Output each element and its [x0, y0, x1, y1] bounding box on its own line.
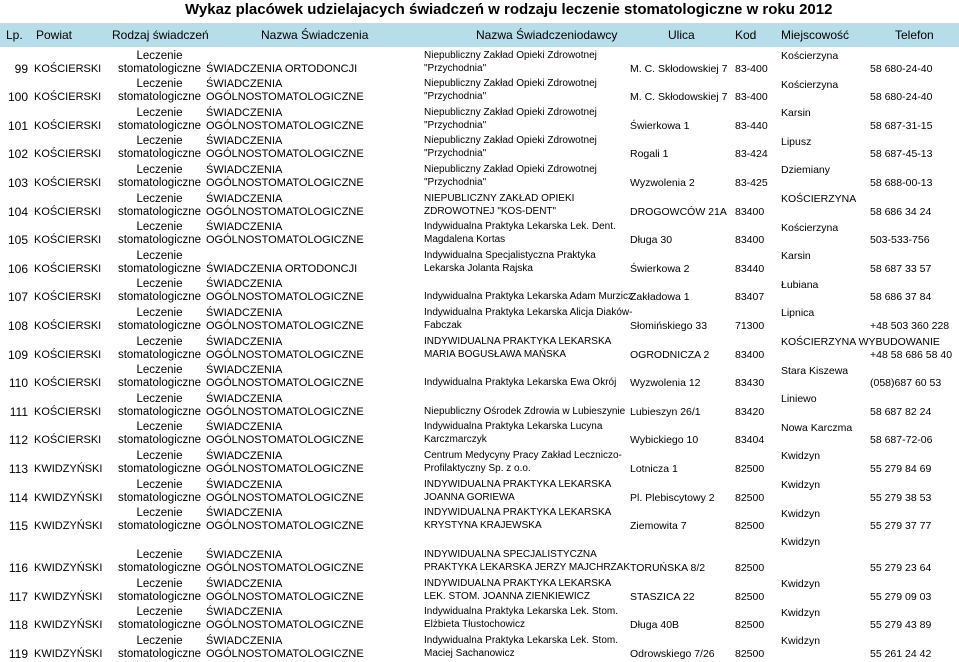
cell-lp: 99 — [14, 61, 28, 76]
header-powiat: Powiat — [36, 28, 73, 42]
cell-miejscowosc: Kwidzyn — [781, 478, 821, 491]
table-row — [0, 605, 959, 634]
cell-telefon: +48 503 360 228 — [870, 319, 950, 332]
cell-ulica: Słomińskiego 33 — [630, 319, 708, 332]
cell-kod: 83440 — [735, 262, 765, 275]
cell-swiadczeniodawca: INDYWIDUALNA PRAKTYKA LEKARSKA JOANNA GORIEWA — [424, 478, 611, 503]
cell-telefon: 58 687 82 24 — [870, 405, 932, 418]
cell-rodzaj: Leczenie stomatologiczne — [117, 421, 202, 447]
cell-telefon: +48 58 686 58 40 — [870, 348, 953, 361]
cell-powiat: KWIDZYŃSKI — [34, 647, 103, 660]
cell-miejscowosc: Liniewo — [781, 393, 817, 406]
cell-miejscowosc: Kwidzyn — [781, 507, 821, 520]
cell-ulica: DROGOWCÓW 21A — [630, 205, 727, 218]
cell-kod: 83-424 — [735, 148, 768, 161]
cell-rodzaj: Leczenie stomatologiczne — [117, 549, 202, 575]
cell-rodzaj: Leczenie stomatologiczne — [117, 449, 202, 475]
cell-powiat: KOŚCIERSKI — [34, 348, 102, 361]
cell-powiat: KOŚCIERSKI — [34, 291, 102, 304]
cell-kod: 82500 — [735, 491, 765, 504]
cell-telefon: 55 279 23 64 — [870, 562, 932, 575]
cell-lp: 108 — [7, 318, 28, 333]
cell-swiadczeniodawca: Niepubliczny Zakład Opieki Zdrowotnej "Przychodnia" — [424, 49, 597, 74]
cell-kod: 83400 — [735, 234, 765, 247]
cell-telefon: 55 261 24 42 — [870, 647, 932, 660]
cell-kod: 82500 — [735, 619, 765, 632]
cell-swiadczeniodawca: Indywidualna Praktyka Lekarska Lucyna Karczmarczyk — [424, 421, 603, 446]
cell-rodzaj: Leczenie stomatologiczne — [117, 392, 202, 418]
cell-ulica: TORUŃSKA 8/2 — [630, 562, 706, 575]
cell-powiat: KWIDZYŃSKI — [34, 462, 103, 475]
cell-swiadczeniodawca: INDYWIDUALNA SPECJALISTYCZNA PRAKTYKA LEKARSKA JERZY MAJCHRZAK — [424, 549, 630, 574]
cell-ulica: Rogali 1 — [630, 148, 669, 161]
cell-nazwa: ŚWIADCZENIA ORTODONCJI — [206, 62, 358, 75]
cell-nazwa: ŚWIADCZENIA OGÓLNOSTOMATOLOGICZNE — [206, 192, 364, 218]
table-row — [0, 633, 959, 662]
table-row — [0, 248, 959, 277]
cell-nazwa: ŚWIADCZENIA OGÓLNOSTOMATOLOGICZNE — [206, 478, 364, 504]
cell-nazwa: ŚWIADCZENIA OGÓLNOSTOMATOLOGICZNE — [206, 78, 364, 104]
cell-swiadczeniodawca: Niepubliczny Zakład Opieki Zdrowotnej "Przychodnia" — [424, 135, 597, 160]
cell-powiat: KOŚCIERSKI — [34, 434, 102, 447]
cell-telefon: 58 686 37 84 — [870, 291, 932, 304]
cell-telefon: 58 687 33 57 — [870, 262, 932, 275]
header-miejscowosc: Miejscowość — [781, 28, 850, 42]
cell-miejscowosc: KOŚCIERZYNA WYBUDOWANIE — [781, 335, 940, 348]
cell-kod: 83407 — [735, 291, 765, 304]
cell-telefon: 503-533-756 — [870, 234, 930, 247]
table-row — [0, 534, 959, 576]
cell-nazwa: ŚWIADCZENIA OGÓLNOSTOMATOLOGICZNE — [206, 364, 364, 390]
cell-miejscowosc: Kwidzyn — [781, 606, 821, 619]
cell-rodzaj: Leczenie stomatologiczne — [117, 278, 202, 304]
cell-lp: 111 — [9, 404, 28, 419]
cell-swiadczeniodawca: INDYWIDUALNA PRAKTYKA LEKARSKA KRYSTYNA KRAJEWSKA — [424, 507, 611, 532]
header-swiadczeniodawca: Nazwa Świadczeniodawcy — [476, 28, 618, 42]
cell-powiat: KOŚCIERSKI — [34, 262, 102, 275]
cell-ulica: Długa 30 — [630, 234, 673, 247]
cell-telefon: 58 687-31-15 — [870, 119, 933, 132]
cell-rodzaj: Leczenie stomatologiczne — [117, 249, 202, 275]
cell-nazwa: ŚWIADCZENIA OGÓLNOSTOMATOLOGICZNE — [206, 606, 364, 632]
cell-lp: 110 — [8, 376, 28, 391]
cell-rodzaj: Leczenie stomatologiczne — [117, 78, 202, 104]
cell-telefon: 55 279 84 69 — [870, 462, 932, 475]
cell-ulica: Długa 40B — [630, 619, 680, 632]
cell-rodzaj: Leczenie stomatologiczne — [117, 507, 202, 533]
cell-miejscowosc: Dziemiany — [781, 164, 831, 177]
table-row — [0, 162, 959, 191]
table-row — [0, 448, 959, 477]
cell-miejscowosc: Lipnica — [781, 307, 815, 320]
cell-kod: 83400 — [735, 205, 765, 218]
cell-swiadczeniodawca: Centrum Medycyny Pracy Zakład Leczniczo-Profilaktyczny Sp. z o.o. — [424, 449, 622, 474]
cell-rodzaj: Leczenie stomatologiczne — [117, 106, 202, 132]
cell-miejscowosc: KOŚCIERZYNA — [781, 192, 857, 205]
cell-telefon: 58 687-45-13 — [870, 148, 933, 161]
cell-lp: 112 — [8, 433, 28, 448]
cell-swiadczeniodawca: Indywidualna Praktyka Lekarska Lek. Dent. Magdalena Kortas — [424, 221, 616, 246]
cell-telefon: (058)687 60 53 — [870, 377, 942, 390]
cell-lp: 105 — [7, 233, 28, 248]
table-row — [0, 391, 959, 420]
cell-kod: 82500 — [735, 647, 765, 660]
cell-lp: 115 — [8, 519, 28, 534]
cell-swiadczeniodawca: INDYWIDUALNA PRAKTYKA LEKARSKA LEK. STOM. JOANNA ZIENKIEWICZ — [424, 577, 611, 602]
cell-nazwa: ŚWIADCZENIA OGÓLNOSTOMATOLOGICZNE — [206, 335, 364, 361]
cell-swiadczeniodawca: NIEPUBLICZNY ZAKŁAD OPIEKI ZDROWOTNEJ "KOS-DENT" — [424, 192, 575, 217]
cell-miejscowosc: Kwidzyn — [781, 635, 821, 648]
cell-powiat: KOŚCIERSKI — [34, 405, 102, 418]
cell-kod: 82500 — [735, 590, 765, 603]
cell-rodzaj: Leczenie stomatologiczne — [117, 364, 202, 390]
cell-ulica: Lotnicza 1 — [630, 462, 678, 475]
cell-miejscowosc: Karsin — [781, 250, 811, 263]
cell-lp: 101 — [7, 118, 28, 133]
cell-powiat: KOŚCIERSKI — [34, 234, 102, 247]
cell-kod: 83-440 — [735, 119, 768, 132]
cell-rodzaj: Leczenie stomatologiczne — [117, 577, 202, 603]
cell-lp: 117 — [8, 589, 28, 604]
cell-lp: 119 — [8, 646, 28, 661]
cell-telefon: 58 688-00-13 — [870, 176, 933, 189]
cell-ulica: OGRODNICZA 2 — [630, 348, 710, 361]
cell-lp: 113 — [8, 461, 28, 476]
cell-swiadczeniodawca: Niepubliczny Ośrodek Zdrowia w Lubieszynie — [424, 405, 626, 417]
cell-miejscowosc: Kościerzyna — [781, 78, 839, 91]
cell-powiat: KWIDZYŃSKI — [34, 590, 103, 603]
table-row — [0, 576, 959, 605]
cell-kod: 83430 — [735, 377, 765, 390]
header-rodzaj: Rodzaj świadczeń — [112, 28, 209, 42]
cell-kod: 83-400 — [735, 62, 768, 75]
cell-swiadczeniodawca: Niepubliczny Zakład Opieki Zdrowotnej "Przychodnia" — [424, 163, 597, 188]
cell-miejscowosc: Kościerzyna — [781, 50, 839, 62]
cell-telefon: 55 279 43 89 — [870, 619, 932, 632]
cell-powiat: KOŚCIERSKI — [34, 119, 102, 132]
cell-telefon: 58 680-24-40 — [870, 62, 933, 75]
cell-rodzaj: Leczenie stomatologiczne — [117, 221, 202, 247]
cell-nazwa: ŚWIADCZENIA OGÓLNOSTOMATOLOGICZNE — [206, 577, 364, 603]
cell-ulica: Lubieszyn 26/1 — [630, 405, 701, 418]
cell-lp: 109 — [7, 347, 28, 362]
cell-kod: 82500 — [735, 562, 765, 575]
header-nazwa: Nazwa Świadczenia — [261, 28, 369, 42]
cell-swiadczeniodawca: Niepubliczny Zakład Opieki Zdrowotnej "Przychodnia" — [424, 106, 597, 131]
cell-ulica: Ziemowita 7 — [630, 520, 687, 533]
cell-lp: 103 — [7, 175, 28, 190]
cell-swiadczeniodawca: Indywidualna Specjalistyczna Praktyka Lekarska Jolanta Rajska — [424, 249, 596, 274]
cell-powiat: KOŚCIERSKI — [34, 377, 102, 390]
table-header — [0, 23, 959, 47]
cell-miejscowosc: Kościerzyna — [781, 221, 839, 234]
cell-nazwa: ŚWIADCZENIA OGÓLNOSTOMATOLOGICZNE — [206, 135, 364, 161]
cell-ulica: Wybickiego 10 — [630, 434, 699, 447]
cell-powiat: KWIDZYŃSKI — [34, 491, 103, 504]
cell-kod: 83-425 — [735, 176, 768, 189]
cell-rodzaj: Leczenie stomatologiczne — [117, 163, 202, 189]
cell-nazwa: ŚWIADCZENIA OGÓLNOSTOMATOLOGICZNE — [206, 449, 364, 475]
cell-rodzaj: Leczenie stomatologiczne — [117, 634, 202, 660]
cell-nazwa: ŚWIADCZENIA OGÓLNOSTOMATOLOGICZNE — [206, 549, 364, 575]
cell-rodzaj: Leczenie stomatologiczne — [117, 606, 202, 632]
page-title: Wykaz placówek udzielajacych świadczeń w rodzaju leczenie stomatologiczne w roku 2012 — [185, 1, 833, 18]
cell-powiat: KWIDZYŃSKI — [34, 619, 103, 632]
cell-ulica: Zakładowa 1 — [630, 291, 690, 304]
header-kod: Kod — [735, 28, 757, 42]
cell-powiat: KOŚCIERSKI — [34, 91, 102, 104]
header-ulica: Ulica — [668, 28, 695, 42]
cell-miejscowosc: Karsin — [781, 107, 811, 120]
cell-ulica: Wyzwolenia 2 — [630, 176, 695, 189]
cell-kod: 82500 — [735, 462, 765, 475]
cell-telefon: 55 279 38 53 — [870, 491, 932, 504]
cell-lp: 118 — [8, 618, 28, 633]
cell-nazwa: ŚWIADCZENIA OGÓLNOSTOMATOLOGICZNE — [206, 421, 364, 447]
table-row — [0, 477, 959, 506]
cell-telefon: 55 279 09 03 — [870, 590, 932, 603]
cell-miejscowosc: Kwidzyn — [781, 536, 821, 549]
cell-nazwa: ŚWIADCZENIA OGÓLNOSTOMATOLOGICZNE — [206, 106, 364, 132]
cell-nazwa: ŚWIADCZENIA OGÓLNOSTOMATOLOGICZNE — [206, 392, 364, 418]
table-row — [0, 305, 959, 334]
cell-kod: 71300 — [735, 319, 765, 332]
cell-kod: 83-400 — [735, 91, 768, 104]
cell-rodzaj: Leczenie stomatologiczne — [117, 192, 202, 218]
cell-nazwa: ŚWIADCZENIA OGÓLNOSTOMATOLOGICZNE — [206, 306, 364, 332]
cell-miejscowosc: Stara Kiszewa — [781, 364, 849, 377]
cell-nazwa: ŚWIADCZENIA OGÓLNOSTOMATOLOGICZNE — [206, 278, 364, 304]
cell-swiadczeniodawca: INDYWIDUALNA PRAKTYKA LEKARSKA MARIA BOGUSŁAWA MAŃSKA — [424, 335, 611, 360]
cell-swiadczeniodawca: Niepubliczny Zakład Opieki Zdrowotnej "Przychodnia" — [424, 78, 597, 103]
table-row — [0, 420, 959, 449]
cell-nazwa: ŚWIADCZENIA OGÓLNOSTOMATOLOGICZNE — [206, 507, 364, 533]
cell-kod: 82500 — [735, 520, 765, 533]
cell-rodzaj: Leczenie stomatologiczne — [117, 306, 202, 332]
cell-ulica: Wyzwolenia 12 — [630, 377, 701, 390]
cell-powiat: KWIDZYŃSKI — [34, 562, 103, 575]
cell-lp: 114 — [8, 490, 28, 505]
cell-swiadczeniodawca: Indywidualna Praktyka Lekarska Adam Murzicz — [424, 291, 633, 303]
table-row — [0, 334, 959, 363]
table-row — [0, 191, 959, 220]
cell-ulica: Świerkowa 1 — [630, 119, 690, 132]
cell-rodzaj: Leczenie stomatologiczne — [117, 135, 202, 161]
cell-miejscowosc: Lipusz — [781, 135, 812, 148]
cell-lp: 100 — [7, 90, 28, 105]
cell-ulica: Odrowskiego 7/26 — [630, 647, 715, 660]
cell-kod: 83400 — [735, 348, 765, 361]
table-row — [0, 134, 959, 163]
cell-miejscowosc: Łubiana — [781, 278, 819, 291]
table-body — [0, 48, 959, 662]
cell-ulica: M. C. Skłodowskiej 7 — [630, 62, 728, 75]
cell-lp: 106 — [7, 261, 28, 276]
cell-powiat: KOŚCIERSKI — [34, 62, 102, 75]
table-row — [0, 77, 959, 106]
cell-lp: 116 — [8, 561, 28, 576]
table-row — [0, 277, 959, 306]
cell-telefon: 58 680-24-40 — [870, 91, 933, 104]
cell-swiadczeniodawca: Indywidualna Praktyka Lekarska Lek. Stom. Maciej Sachanowicz — [424, 634, 618, 659]
header-lp: Lp. — [6, 28, 23, 42]
cell-nazwa: ŚWIADCZENIA OGÓLNOSTOMATOLOGICZNE — [206, 221, 364, 247]
cell-telefon: 58 686 34 24 — [870, 205, 932, 218]
cell-ulica: STASZICA 22 — [630, 590, 695, 603]
cell-kod: 83420 — [735, 405, 765, 418]
table-row — [0, 48, 959, 77]
cell-powiat: KOŚCIERSKI — [34, 148, 102, 161]
cell-rodzaj: Leczenie stomatologiczne — [117, 49, 202, 75]
cell-powiat: KOŚCIERSKI — [34, 176, 102, 189]
cell-rodzaj: Leczenie stomatologiczne — [117, 478, 202, 504]
cell-powiat: KWIDZYŃSKI — [34, 520, 103, 533]
cell-lp: 107 — [7, 290, 28, 305]
cell-swiadczeniodawca: Indywidualna Praktyka Lekarska Ewa Okrój — [424, 377, 617, 389]
cell-telefon: 58 687-72-06 — [870, 434, 933, 447]
cell-lp: 104 — [7, 204, 28, 219]
cell-ulica: Pl. Plebiscytowy 2 — [630, 491, 715, 504]
cell-kod: 83404 — [735, 434, 765, 447]
cell-swiadczeniodawca: Indywidualna Praktyka Lekarska Lek. Stom. Elżbieta Tłustochowicz — [424, 606, 618, 631]
cell-miejscowosc: Kwidzyn — [781, 450, 821, 463]
table-row — [0, 105, 959, 134]
cell-ulica: M. C. Skłodowskiej 7 — [630, 91, 728, 104]
cell-telefon: 55 279 37 77 — [870, 520, 932, 533]
cell-ulica: Świerkowa 2 — [630, 262, 690, 275]
cell-nazwa: ŚWIADCZENIA ORTODONCJI — [206, 262, 358, 275]
cell-rodzaj: Leczenie stomatologiczne — [117, 335, 202, 361]
table-row — [0, 506, 959, 535]
cell-powiat: KOŚCIERSKI — [34, 319, 102, 332]
cell-miejscowosc: Kwidzyn — [781, 578, 821, 591]
cell-lp: 102 — [7, 147, 28, 162]
cell-nazwa: ŚWIADCZENIA OGÓLNOSTOMATOLOGICZNE — [206, 163, 364, 189]
cell-swiadczeniodawca: Indywidualna Praktyka Lekarska Alicja Diaków-Fabczak — [424, 306, 633, 331]
cell-powiat: KOŚCIERSKI — [34, 205, 102, 218]
table-row — [0, 363, 959, 392]
cell-miejscowosc: Nowa Karczma — [781, 421, 853, 434]
cell-nazwa: ŚWIADCZENIA OGÓLNOSTOMATOLOGICZNE — [206, 634, 364, 660]
header-telefon: Telefon — [895, 28, 934, 42]
table-row — [0, 220, 959, 249]
